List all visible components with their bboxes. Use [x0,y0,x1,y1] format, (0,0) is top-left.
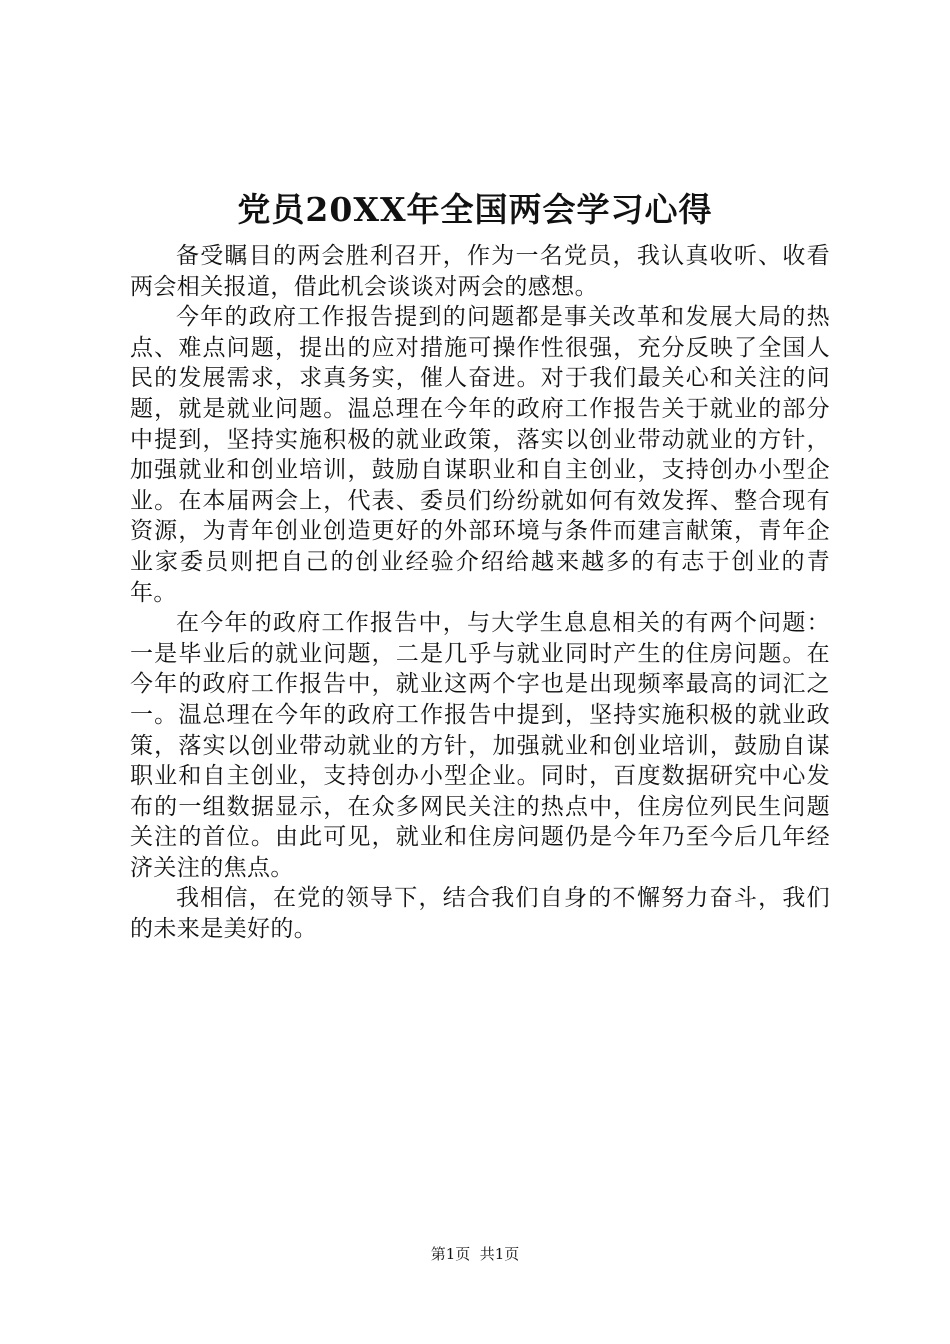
paragraph-2: 今年的政府工作报告提到的问题都是事关改革和发展大局的热点、难点问题，提出的应对措施可操作性很强，充分反映了全国人民的发展需求，求真务实，催人奋进。对于我们最关心和关注的问题，就是就业问题。温总理在今年的政府工作报告关于就业的部分中提到，坚持实施积极的就业政策，落实以创业带动就业的方针，加强就业和创业培训，鼓励自谋职业和自主创业，支持创办小型企业。在本届两会上，代表、委员们纷纷就如何有效发挥、整合现有资源，为青年创业创造更好的外部环境与条件而建言献策，青年企业家委员则把自己的创业经验介绍给越来越多的有志于创业的青年。 [130,304,830,606]
paragraph-4: 我相信，在党的领导下，结合我们自身的不懈努力奋斗，我们的未来是美好的。 [130,885,830,943]
document-body [130,241,830,945]
page-footer: 第1页 共1页 [430,1245,520,1263]
paragraph-1: 备受瞩目的两会胜利召开，作为一名党员，我认真收听、收看两会相关报道，借此机会谈谈对两会的感想。 [130,243,830,300]
document-title: 党员20XX年全国两会学习心得 [237,190,713,229]
paragraph-3: 在今年的政府工作报告中，与大学生息息相关的有两个问题：一是毕业后的就业问题，二是几乎与就业同时产生的住房问题。在今年的政府工作报告中，就业这两个字也是出现频率最高的词汇之一。温总理在今年的政府工作报告中提到，坚持实施积极的就业政策，落实以创业带动就业的方针，加强就业和创业培训，鼓励自谋职业和自主创业，支持创办小型企业。同时，百度数据研究中心发布的一组数据显示，在众多网民关注的热点中，住房位列民生问题关注的首位。由此可见，就业和住房问题仍是今年乃至今后几年经济关注的焦点。 [130,610,830,881]
